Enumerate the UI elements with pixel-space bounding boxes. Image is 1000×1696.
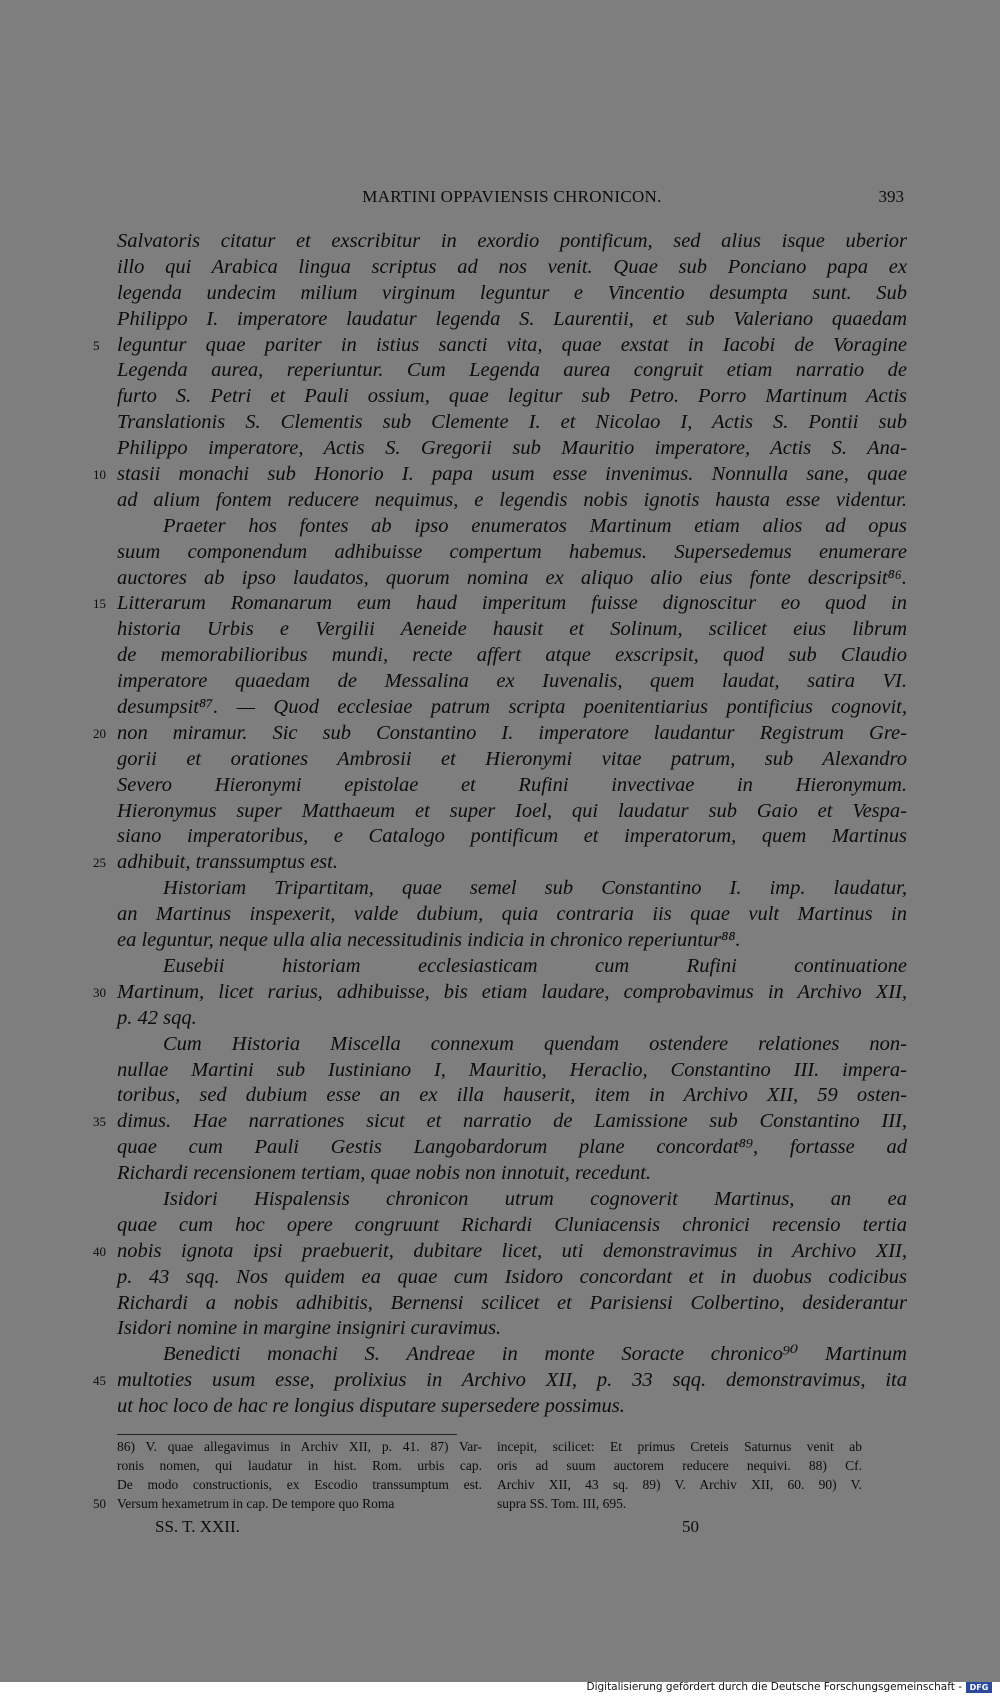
line-number: 5 — [93, 337, 100, 353]
text-line — [117, 1058, 907, 1084]
footnote-text: De modo constructionis, ex Escodio transsumptum est. — [117, 1477, 482, 1492]
line-text: Hieronymus super Matthaeum et super Ioel, qui laudatur sub Gaio et Vespa- — [117, 799, 907, 822]
text-line — [117, 1135, 907, 1161]
text-line — [117, 514, 907, 540]
line-text: toribus, sed dubium esse an ex illa hauserit, item in Archivo XII, 59 osten- — [117, 1084, 907, 1107]
text-line — [117, 643, 907, 669]
text-line — [93, 850, 907, 876]
text-line — [117, 695, 907, 721]
line-text: furto S. Petri et Pauli ossium, quae legitur sub Petro. Porro Martinum Actis — [117, 385, 907, 408]
text-line — [117, 281, 907, 307]
line-number: 20 — [93, 725, 106, 741]
footnote-rule — [117, 1434, 457, 1435]
text-line — [117, 747, 907, 773]
text-line — [117, 1291, 907, 1317]
text-line — [93, 1368, 907, 1394]
line-text: legenda undecim milium virginum leguntur e Vincentio desumpta sunt. Sub — [117, 281, 907, 304]
line-text: auctores ab ipso laudatos, quorum nomina ex aliquo alio eius fonte descripsit⁸⁶. — [117, 566, 907, 589]
line-text: Litterarum Romanarum eum haud imperitum fuisse dignoscitur eo quod in — [117, 592, 907, 615]
text-line — [117, 902, 907, 928]
line-number: 45 — [93, 1373, 106, 1389]
text-line — [117, 229, 907, 255]
text-line — [117, 1394, 907, 1420]
text-line — [117, 358, 907, 384]
text-line — [117, 954, 907, 980]
footnotes — [93, 1437, 907, 1517]
text-line — [93, 721, 907, 747]
line-text: nobis ignota ipsi praebuerit, dubitare licet, uti demonstravimus in Archivo XII, — [117, 1239, 907, 1262]
line-text: Richardi a nobis adhibitis, Bernensi scilicet et Parisiensi Colbertino, desiderantur — [117, 1291, 907, 1314]
running-head — [120, 187, 904, 211]
digitization-credit — [586, 1680, 992, 1694]
text-line — [117, 540, 907, 566]
footnote-line — [497, 1494, 862, 1513]
sheet-signature: SS. T. XXII. — [155, 1517, 240, 1536]
line-text: quae cum Pauli Gestis Langobardorum plane concordat⁸⁹, fortasse ad — [117, 1136, 907, 1159]
line-text: Eusebii historiam ecclesiasticam cum Rufini continuatione — [163, 954, 907, 977]
footnote-text: ronis nomen, qui laudatur in hist. Rom. urbis cap. — [117, 1458, 482, 1473]
line-text: ut hoc loco de hac re longius disputare supersedere possimus. — [117, 1395, 625, 1418]
line-text: siano imperatoribus, e Catalogo pontificum et imperatorum, quem Martinus — [117, 825, 907, 848]
text-line — [117, 307, 907, 333]
line-text: adhibuit, transsumptus est. — [117, 851, 338, 874]
text-line — [117, 669, 907, 695]
credit-text: Digitalisierung gefördert durch die Deutsche Forschungsgemeinschaft - — [586, 1681, 962, 1693]
footnote-text: incepit, scilicet: Et primus Creteis Saturnus venit ab — [497, 1439, 862, 1454]
line-text: stasii monachi sub Honorio I. papa usum esse invenimus. Nonnulla sane, quae — [117, 463, 907, 486]
line-text: imperatore quaedam de Messalina ex Iuvenalis, quem laudat, satira VI. — [117, 670, 907, 693]
footnote-line — [497, 1437, 862, 1456]
footnote-text: Archiv XII, 43 sq. 89) V. Archiv XII, 60. 90) V. — [497, 1477, 862, 1492]
line-text: dimus. Hae narrationes sicut et narratio de Lamissione sub Constantino III, — [117, 1110, 907, 1133]
text-line — [117, 1032, 907, 1058]
line-text: p. 42 sqq. — [117, 1006, 197, 1029]
dfg-logo: DFG — [966, 1682, 992, 1693]
footnote-text: supra SS. Tom. III, 695. — [497, 1496, 627, 1511]
text-line — [117, 436, 907, 462]
line-text: Severo Hieronymi epistolae et Rufini invectivae in Hieronymum. — [117, 773, 907, 796]
line-text: Philippo I. imperatore laudatur legenda S. Laurentii, et sub Valeriano quaedam — [117, 307, 907, 330]
text-line — [117, 1161, 907, 1187]
text-line — [117, 824, 907, 850]
line-text: Benedicti monachi S. Andreae in monte Soracte chronico⁹⁰ Martinum — [163, 1343, 907, 1366]
line-text: Philippo imperatore, Actis S. Gregorii sub Mauritio imperatore, Actis S. Ana- — [117, 437, 907, 460]
footnote-text: oris ad suum auctorem reducere nequivi. 88) Cf. — [497, 1458, 862, 1473]
line-text: Historiam Tripartitam, quae semel sub Constantino I. imp. laudatur, — [163, 877, 907, 900]
line-number: 30 — [93, 984, 106, 1000]
text-line — [117, 799, 907, 825]
line-text: gorii et orationes Ambrosii et Hieronymi vitae patrum, sub Alexandro — [117, 747, 907, 770]
footnote-line — [497, 1475, 862, 1494]
line-text: suum componendum adhibuisse compertum habemus. Supersedemus enumerare — [117, 540, 907, 563]
text-line — [93, 333, 907, 359]
line-number: 15 — [93, 596, 106, 612]
footnote-line — [93, 1494, 482, 1513]
main-text — [93, 229, 907, 1420]
line-number: 10 — [93, 467, 106, 483]
footnote-text: 86) V. quae allegavimus in Archiv XII, p. 41. 87) Var- — [117, 1439, 482, 1454]
text-line — [117, 255, 907, 281]
footnote-line — [497, 1456, 862, 1475]
line-text: Isidori Hispalensis chronicon utrum cognoverit Martinus, an ea — [163, 1187, 907, 1210]
line-text: quae cum hoc opere congruunt Richardi Cluniacensis chronici recensio tertia — [117, 1213, 907, 1236]
line-text: Cum Historia Miscella connexum quendam ostendere relationes non- — [163, 1032, 907, 1055]
text-line — [117, 566, 907, 592]
text-line — [117, 410, 907, 436]
line-text: Salvatoris citatur et exscribitur in exordio pontificum, sed alius isque uberior — [117, 230, 907, 252]
footnotes-left-column — [93, 1437, 482, 1513]
line-text: de memorabilioribus mundi, recte affert atque exscripsit, quod sub Claudio — [117, 644, 907, 667]
line-text: desumpsit⁸⁷. — Quod ecclesiae patrum scripta poenitentiarius pontificius cognovit, — [117, 696, 907, 719]
sheet-number: 50 — [682, 1517, 699, 1536]
line-text: nullae Martini sub Iustiniano I, Mauritio, Heraclio, Constantino III. impera- — [117, 1058, 907, 1081]
line-text: Richardi recensionem tertiam, quae nobis non innotuit, recedunt. — [117, 1162, 652, 1185]
text-line — [117, 1187, 907, 1213]
text-line — [117, 488, 907, 514]
line-text: non miramur. Sic sub Constantino I. imperatore laudantur Registrum Gre- — [117, 721, 907, 744]
line-text: Isidori nomine in margine insigniri curavimus. — [117, 1317, 502, 1340]
footnotes-right-column — [497, 1437, 862, 1513]
text-line — [117, 1342, 907, 1368]
footnote-text: Versum hexametrum in cap. De tempore quo Roma — [117, 1496, 395, 1511]
line-text: multoties usum esse, prolixius in Archivo XII, p. 33 sqq. demonstravimus, ita — [117, 1369, 907, 1392]
text-line — [117, 1265, 907, 1291]
line-text: leguntur quae pariter in istius sancti vita, quae exstat in Iacobi de Voragine — [117, 333, 907, 356]
text-line — [117, 876, 907, 902]
text-line — [93, 591, 907, 617]
line-text: an Martinus inspexerit, valde dubium, quia contraria iis quae vult Martinus in — [117, 903, 907, 926]
text-line — [93, 1109, 907, 1135]
line-text: Martinum, licet rarius, adhibuisse, bis etiam laudare, comprobavimus in Archivo XII, — [117, 980, 907, 1003]
footnote-line — [117, 1456, 482, 1475]
text-line — [117, 384, 907, 410]
text-line — [117, 1316, 907, 1342]
line-number: 25 — [93, 855, 106, 871]
line-text: ea leguntur, neque ulla alia necessitudinis indicia in chronico reperiuntur⁸⁸. — [117, 929, 741, 952]
text-line — [93, 980, 907, 1006]
text-line — [117, 617, 907, 643]
text-line — [117, 1083, 907, 1109]
running-head-title: MARTINI OPPAVIENSIS CHRONICON. — [362, 187, 662, 206]
line-number: 50 — [93, 1496, 106, 1511]
text-line — [93, 1239, 907, 1265]
text-line — [117, 1213, 907, 1239]
line-text: Legenda aurea, reperiuntur. Cum Legenda aurea congruit etiam narratio de — [117, 359, 907, 382]
line-text: historia Urbis e Vergilii Aeneide hausit et Solinum, scilicet eius librum — [117, 618, 907, 641]
line-text: illo qui Arabica lingua scriptus ad nos venit. Quae sub Ponciano papa ex — [117, 255, 907, 278]
line-number: 35 — [93, 1114, 106, 1130]
line-text: Translationis S. Clementis sub Clemente I. et Nicolao I, Actis S. Pontii sub — [117, 411, 907, 434]
text-line — [117, 1006, 907, 1032]
line-text: ad alium fontem reducere nequimus, e legendis nobis ignotis hausta esse videntur. — [117, 488, 907, 511]
footnote-line — [117, 1437, 482, 1456]
footnote-line — [117, 1475, 482, 1494]
page-number: 393 — [878, 187, 904, 206]
text-line — [117, 773, 907, 799]
line-number: 40 — [93, 1243, 106, 1259]
text-line — [93, 462, 907, 488]
line-text: Praeter hos fontes ab ipso enumeratos Martinum etiam alios ad opus — [163, 514, 907, 537]
text-line — [117, 928, 907, 954]
line-text: p. 43 sqq. Nos quidem ea quae cum Isidoro concordant et in duobus codicibus — [117, 1265, 907, 1288]
